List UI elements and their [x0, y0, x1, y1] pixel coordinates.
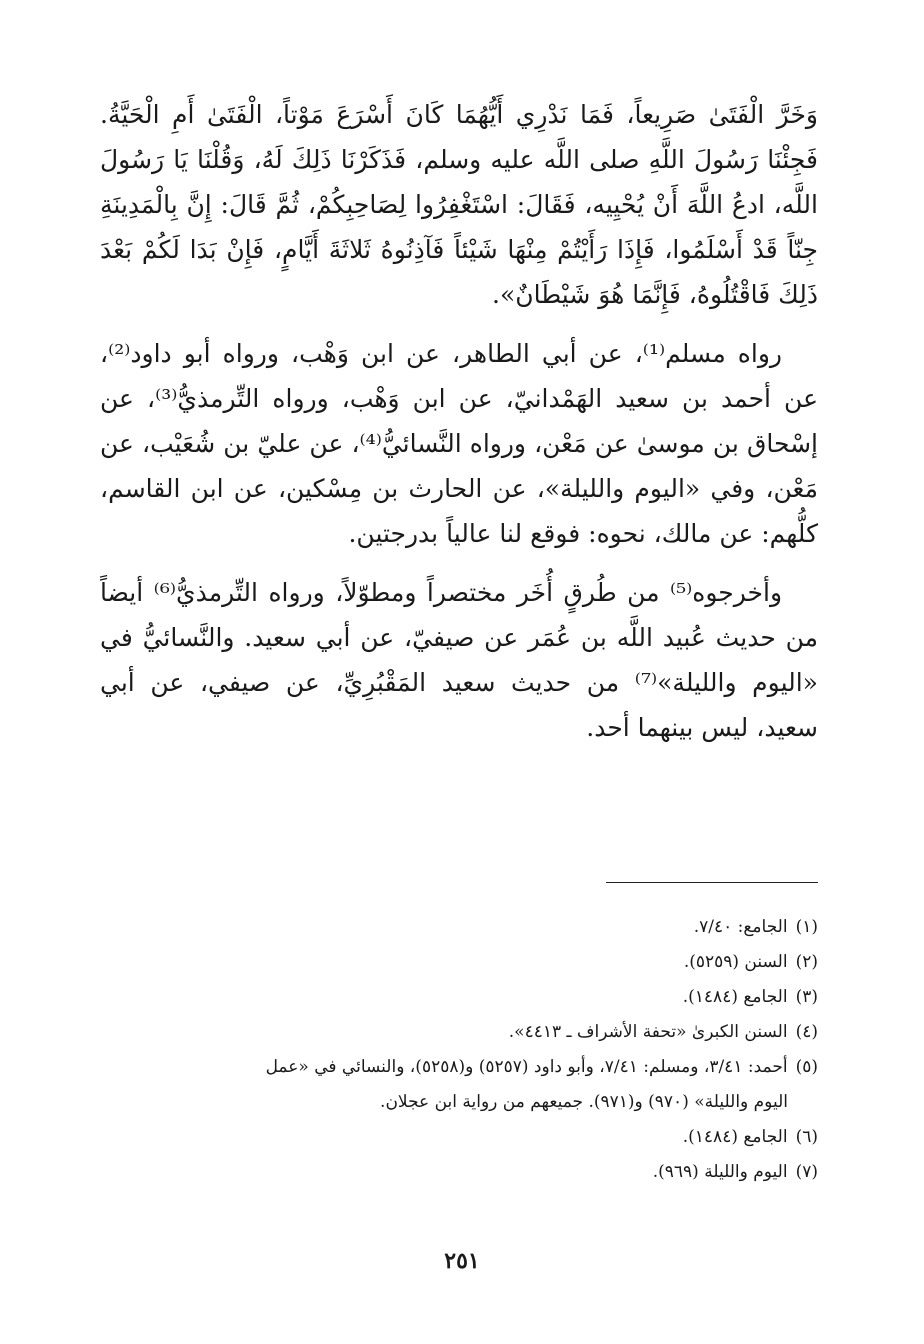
footnote-text: الجامع: ٧/٤٠.	[693, 917, 788, 937]
footnote-text: الجامع (١٤٨٤).	[682, 1127, 788, 1147]
footnote-number: (١)	[795, 917, 818, 937]
footnote-5	[100, 1050, 818, 1120]
footnote-2	[100, 945, 818, 980]
footnotes-list	[100, 910, 818, 1190]
footnote-text-continued: اليوم والليلة» (٩٧٠) و(٩٧١). جميعهم من رواية ابن عجلان.	[380, 1092, 788, 1112]
footnote-7	[100, 1155, 818, 1190]
footnote-number: (٥)	[795, 1057, 818, 1077]
footnote-text: الجامع (١٤٨٤).	[682, 987, 788, 1007]
footnote-3	[100, 980, 818, 1015]
takhrij-paragraph-1: رواه مسلم⁽¹⁾، عن أبي الطاهر، عن ابن وَهْب، ورواه أبو داود⁽²⁾، عن أحمد بن سعيد الهَمْدانيّ، عن ابن وَهْب، ورواه التِّرمذيُّ⁽³⁾، عن إسْحاق بن موسىٰ عن مَعْن، ورواه النَّسائيُّ⁽⁴⁾، عن عليّ بن شُعَيْب، عن مَعْن، وفي «اليوم والليلة»، عن الحارث بن مِسْكين، عن ابن القاسم، كلُّهم: عن مالك، نحوه: فوقع لنا عالياً بدرجتين.	[100, 339, 818, 548]
footnote-text: السنن الكبرىٰ «تحفة الأشراف ـ ٤٤١٣».	[508, 1022, 788, 1042]
footnote-number: (٣)	[795, 987, 818, 1007]
footnote-text: اليوم والليلة (٩٦٩).	[652, 1162, 788, 1182]
footnote-number: (٦)	[795, 1127, 818, 1147]
takhrij-paragraph-2: وأخرجوه⁽⁵⁾ من طُرقٍ أُخَر مختصراً ومطوّلاً، ورواه التِّرمذيُّ⁽⁶⁾ أيضاً من حديث عُبيد اللَّه بن عُمَر عن صيفيّ، عن أبي سعيد. والنَّسائيُّ في «اليوم والليلة»⁽⁷⁾ من حديث سعيد المَقْبُرِيِّ، عن صيفي، عن أبي سعيد، ليس بينهما أحد.	[100, 578, 818, 742]
footnote-number: (٢)	[795, 952, 818, 972]
footnote-4	[100, 1015, 818, 1050]
footnote-text: أحمد: ٣/٤١، ومسلم: ٧/٤١، وأبو داود (٥٢٥٧) و(٥٢٥٨)، والنسائي في «عمل	[265, 1057, 788, 1077]
hadith-text: وَخَرَّ الْفَتَىٰ صَرِيعاً، فَمَا نَدْرِي أَيُّهُمَا كَانَ أَسْرَعَ مَوْتاً، الْفَتَىٰ أَمِ الْحَيَّةُ. فَجِئْنَا رَسُولَ اللَّهِ صلى اللَّه عليه وسلم، فَذَكَرْنَا ذَلِكَ لَهُ، وَقُلْنَا يَا رَسُولَ اللَّه، ادعُ اللَّهَ أَنْ يُحْيِيه، فَقَالَ: اسْتَغْفِرُوا لِصَاحِبِكُمْ، ثُمَّ قَالَ: إِنَّ بِالْمَدِينَةِ جِنّاً قَدْ أَسْلَمُوا، فَإِذَا رَأَيْتُمْ مِنْهَا شَيْئاً فَآذِنُوهُ ثَلاثَةَ أَيَّامٍ، فَإِنْ بَدَا لَكُمْ بَعْدَ ذَلِكَ فَاقْتُلُوهُ، فَإِنَّمَا هُوَ شَيْطَانٌ».	[100, 100, 818, 309]
page-number: ٢٥١	[444, 1248, 480, 1274]
footnote-6	[100, 1120, 818, 1155]
footnote-number: (٧)	[795, 1162, 818, 1182]
footnote-separator	[606, 882, 818, 883]
footnote-1	[100, 910, 818, 945]
book-page	[100, 92, 818, 1344]
footnote-text: السنن (٥٢٥٩).	[683, 952, 788, 972]
footnote-number: (٤)	[795, 1022, 818, 1042]
